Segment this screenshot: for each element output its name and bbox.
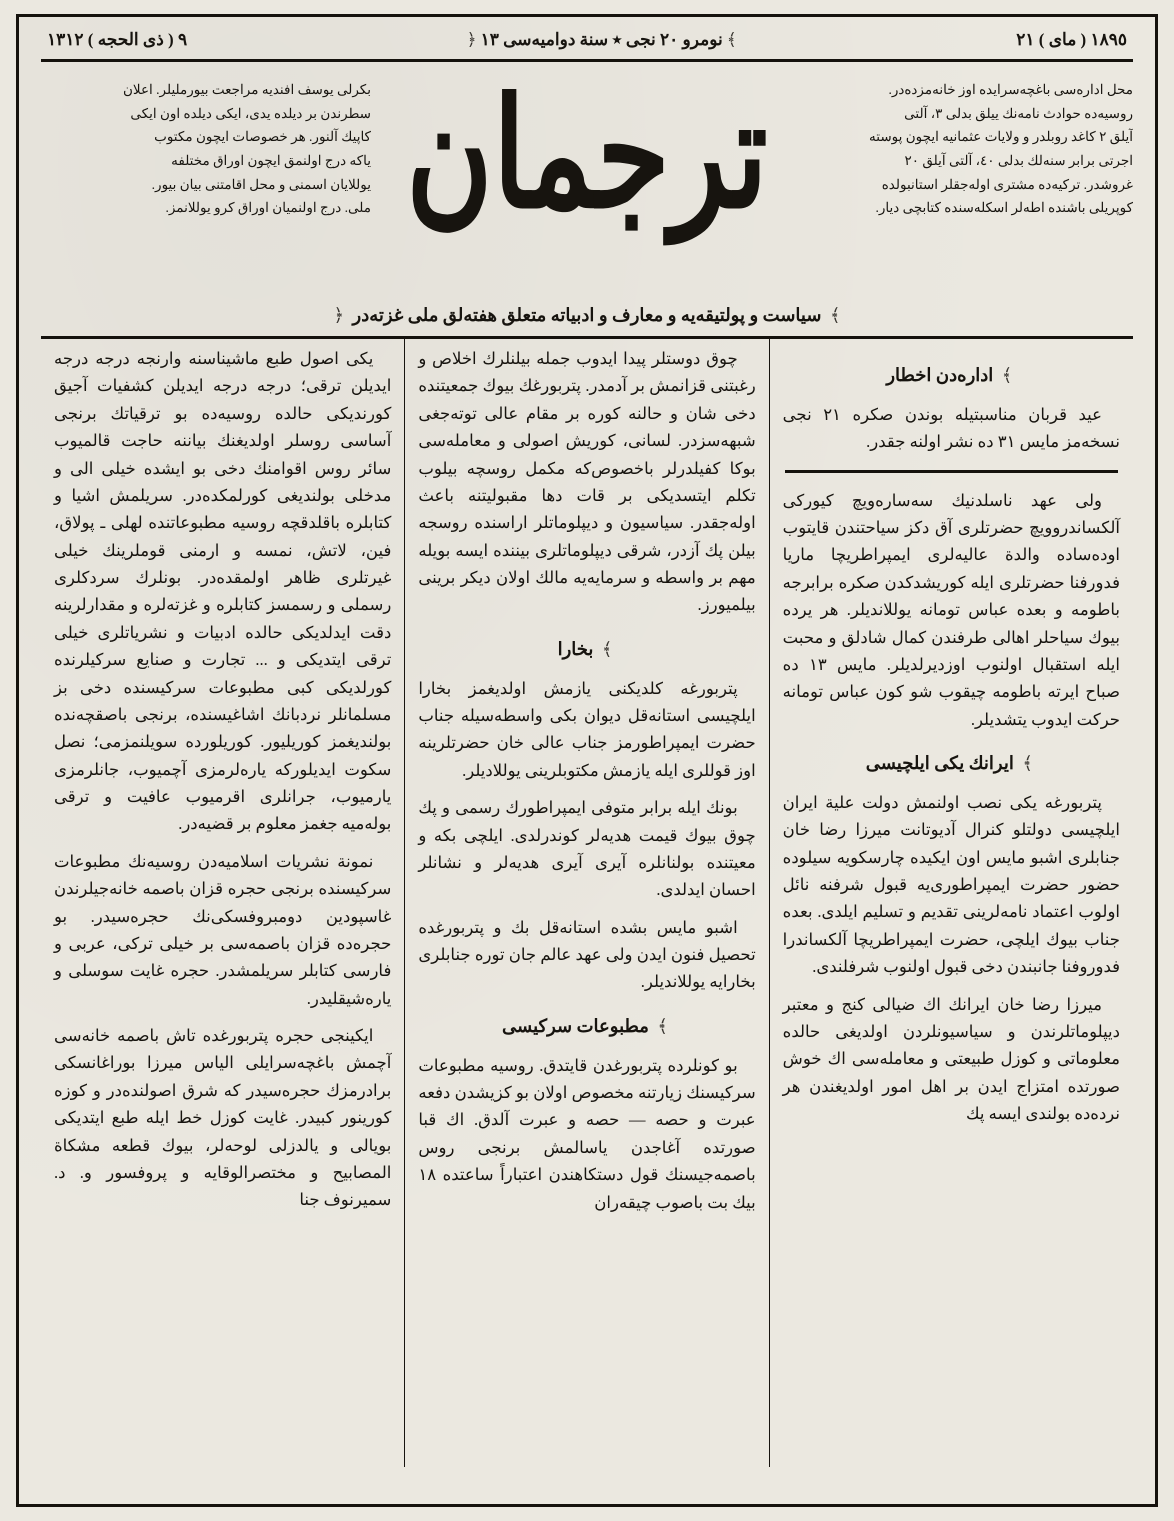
subtitle-line	[41, 299, 1133, 339]
column-divider	[769, 339, 770, 1467]
article-paragraph: اشبو مایس بشده استانه‌قل بك و پتربورغده تحصیل فنون ایدن ولی عهد عالم جان توره جنابلری بخارایه یوللاندیلر.	[418, 917, 756, 992]
masthead-info-line: کاپیك آلنور. هر خصوصات ایچون مکتوب	[154, 129, 371, 145]
section-heading-text: ایرانك یكی ایلچیسی	[865, 753, 1019, 773]
article-paragraph: پتربورغه کلدیكنی یازمش اولدیغمز بخارا ایلچیسی استانه‌قل دیوان بكی واسطه‌سیله جناب حضرت ایمپراطورمز جناب عالی خان حضرتلرینه اوز قوللری ایله یازمش مکتوبلرینی یوللادیلر.	[418, 678, 756, 780]
left-column	[41, 339, 404, 1467]
masthead-info-line: سطرندن بر دیلده یدی، ایکی دیلده اون ایکی	[130, 105, 371, 121]
article-paragraph: پتربورغه یكی نصب اولنمش دولت علیة ایران ایلچیسی دولتلو کنرال آدیوتانت میرزا رضا خان جنابلری اشبو مایس اون ایكیده چارسکویه سیلوده حضور حضرت ایمپراطوری‌یه قبول شرفنه نائل اولوب اعتماد نامه‌لرینی تقدیم و تسلیم ایلدی. بعده جناب بیوك ایلچی، حضرت ایمپراطریچا آلکساندرا فدوروفنا جانبندن دخی قبول اولنوب شرفلندی.	[782, 792, 1120, 977]
masthead-notice-info	[41, 72, 371, 220]
masthead-info-line: یاکه درج اولنمق ایچون اوراق مختلفه	[171, 152, 371, 168]
article-paragraph: عید قربان مناسبتیله بوندن صکره ٢١ نجی نسخه‌مز مایس ٣١ ده نشر اولنه جقدر.	[782, 404, 1120, 452]
section-heading	[418, 635, 755, 665]
right-column	[770, 339, 1133, 1467]
article-paragraph: ولی عهد ناسلدنیك سه‌ساره‌ویچ کیورکی آلکساندروویچ حضرتلری آق دکز سیاحتندن قایتوب اوده‌ساده والدة عالیه‌لری ایمپراطریچا ماریا فدورفنا حضرتلری ایله کوریشدکدن صکره برابرجه باطومه و بعده عباس تومانه یوللاندیلر. هر یرده بیوك سیاحلر اهالی طرفندن کمال شادلق و محبت ایله استقبال اولنوب اوزدیرلدیلر. مایس ١٣ ده صباح ایرته باطومه چیقوب شو کون عباس تومانه حرکت ایدوب یتشدیلر.	[782, 490, 1120, 729]
section-heading	[783, 361, 1120, 391]
issue-info-text: نومرو ٢٠ نجی ٭ سنة دوامیه‌سی ١٣	[480, 30, 723, 49]
article-paragraph: چوق دوستلر پیدا ایدوب جمله بیلنلرك اخلاص و رغبتنی قزانمش بر آدمدر. پتربورغك بیوك جمعیتنده دخی شان و حالنه کوره بر مقام عالی توته‌جغی شبهه‌سزدر. لسانی، کوریش اصولی و معامله‌سی بوکا کفیلدرلر باخصوص‌که مکمل روسچه بیلوب تکلم ایتسدیکی بر قات دها مقبولیتنه باعث اوله‌جقدر. سیاسیون و دیپلوماتلر اراسنده روسجه بیلن پك آزدر، شرقی دیپلوماتلری بیننده ایسه بویله مهم بر واسطه و سرمایه‌یه مالك اولان دیكر برینی بیلمیورز.	[418, 349, 756, 615]
article-columns	[41, 339, 1133, 1467]
masthead-info-line: غروشدر. ترکیه‌ده مشتری اوله‌جقلر استانبولده	[881, 176, 1133, 192]
masthead-info-line: ملی. درج اولنمیان اوراق کرو یوللانمز.	[165, 200, 371, 216]
subtitle-text: سیاست و پولتیقه‌یه و معارف و ادبیاته متعلق هفته‌لق ملی غزته‌در	[352, 305, 822, 325]
column-section-rule	[785, 470, 1118, 473]
ornament-icon: ﴾	[1022, 753, 1033, 773]
section-heading	[418, 1012, 755, 1042]
section-heading-text: بخارا	[557, 638, 598, 659]
masthead	[41, 62, 1133, 299]
ornament-icon: ﴾	[657, 1015, 668, 1036]
hijri-date: ٩ ( ذی الحجه ) ١٣١٢	[47, 29, 188, 49]
gregorian-date: ١٨٩٥ ( مای ) ٢١	[1016, 29, 1127, 49]
newspaper-title: ترجمان	[406, 71, 768, 240]
ornament-icon: ﴿	[466, 30, 477, 49]
ornament-icon: ﴾	[726, 30, 737, 49]
article-paragraph: بونك ایله برابر متوفی ایمپراطورك رسمی و پك چوق بیوك قیمت هدیه‌لر کوندرلدی. ایلچی بکه و معیتنده بولنانلره آیری آیری هدیه‌لر و نشانلر احسان ایدلدی.	[418, 798, 756, 900]
ornament-icon: ﴾	[1001, 365, 1013, 385]
ornament-icon: ﴾	[601, 638, 613, 659]
ornament-icon: ﴿	[333, 305, 345, 325]
section-heading-text: اداره‌دن اخطار	[886, 365, 998, 385]
section-heading-text: مطبوعات سرکیسی	[502, 1015, 654, 1036]
center-column	[405, 339, 768, 1467]
masthead-info-line: روسیه‌ده حوادث نامه‌نك ییلق بدلی ٣، آلتی	[904, 105, 1133, 121]
page-frame	[16, 14, 1158, 1507]
masthead-info-line: کوپریلی باشنده اطه‌لر اسکله‌سنده کتابچی دیار.	[875, 200, 1133, 216]
section-heading	[783, 749, 1120, 779]
masthead-info-line: اجرتی برابر سنه‌لك بدلی ٤٠، آلتی آیلق ٢٠	[904, 152, 1133, 168]
masthead-admin-info	[803, 72, 1133, 220]
masthead-info-line: یوللایان اسمنی و محل اقامتنی بیان بیور.	[151, 176, 371, 192]
masthead-info-line: بکرلی یوسف افندیه مراجعت بیورملیلر. اعلان	[123, 82, 371, 97]
column-divider	[404, 339, 405, 1467]
article-paragraph: نمونة نشریات اسلامیه‌دن روسیه‌نك مطبوعات سرکیسنده برنجی حجره قزان باصمه خانه‌جیلرندن غاسپودین دومبروفسکی‌نك حجره‌سیدر. بو حجره‌ده قزان باصمه‌سی بر خیلی ترکی، عربی و فارسی کتابلر سریلمشدر. حجره غایت سوسلی و یاره‌شیقلیدر.	[54, 851, 392, 1008]
article-paragraph: یكی اصول طبع ماشیناسنه وارنجه درجه درجه ایدیلن ترقی؛ درجه درجه ایدیلن کشفیات آجیق کورندیکی حالده روسیه‌ده بو ترقیاتك برنجی آساسی روسلر اولدیغنك بیاننه حاجت قالمیوب سائر روس اقوامنك دخی بو ایشده خیلی الی و مدخلی بولندیغی کورلمکده‌در. سریلمش اشیا و کتابلره باقلدقچه روسیه مطبوعاتنده لهلی ـ پولاق، فین، لاتش، نمسه و ارمنی قوملرینك خیلی غیرتلری ظاهر اولمقده‌در. بونلرك سردکلری رسملی و رسمسز کتابلره و غزته‌لره و مقدارلرینه دقت ایدلدیکی حالده ادبیات و نشریاتلری خیلی ترقی ایتدیکی و ... تجارت و صنایع سرکیلرنده کورلدیکی کبی مطبوعات سرکیسنده دخی بز مسلمانلر نردبانك اشاغیسنده، برنجی باصقچه‌نده بولندیغمز کوریلیور. کوریلورده سویلنمزمی؛ نصل سکوت ایدیلورکه یاره‌لرمزی آچمیوب، جانلرمزی یارمیوب، جرانلری اقرمیوب عافیت و ترقی بوله‌میه جغمز معلوم بر قضیه‌در.	[54, 349, 392, 834]
masthead-info-line: آیلق ٢ کاغد روبلدر و ولایات عثمانیه ایچون پوسته	[869, 129, 1133, 145]
article-paragraph: بو کونلرده پتربورغدن قایتدق. روسیه مطبوعات سرکیسنك زیارتنه مخصوص اولان بو کزیشدن دفعه عبرت و حصه — حصه و عبرت آلدق. اك قبا صورتده آغاجدن یاسالمش برنجی روس باصمه‌جیسنك قول دستکاهندن اعتباراً ساعتده ١٨ بیك بت باصوب چیقه‌ران	[418, 1055, 756, 1212]
masthead-info-line: محل اداره‌سی باغچه‌سرایده اوز خانه‌مزده‌در.	[888, 82, 1133, 97]
article-paragraph: میرزا رضا خان ایرانك اك ضیالی کنج و معتبر دیپلوماتلرندن و سیاسیونلردن اولدیغی حالده معلوماتی و کوزل طبیعتی و معامله‌سی اك خوش صورتده امتزاج ایدن بر اهل امور اولدیغندن هر نرده‌ده بولندی ایسه پك	[782, 994, 1120, 1123]
article-paragraph: ایکینجی حجره پتربورغده تاش باصمه خانه‌سی آچمش باغچه‌سرایلی الیاس میرزا بوراغانسکی برادرمزك حجره‌سیدر که شرق اصولنده‌در و کوزه کورینور کبیدر. غایت کوزل خط ایله طبع ایتدیكی بویالی و یالدزلی لوحه‌لر، بیوك قطعه مشکاة المصابیح و مختصرالوقایه و پروفسور و. د. سمیرنوف جنا	[54, 1026, 392, 1210]
ornament-icon: ﴾	[829, 305, 841, 325]
